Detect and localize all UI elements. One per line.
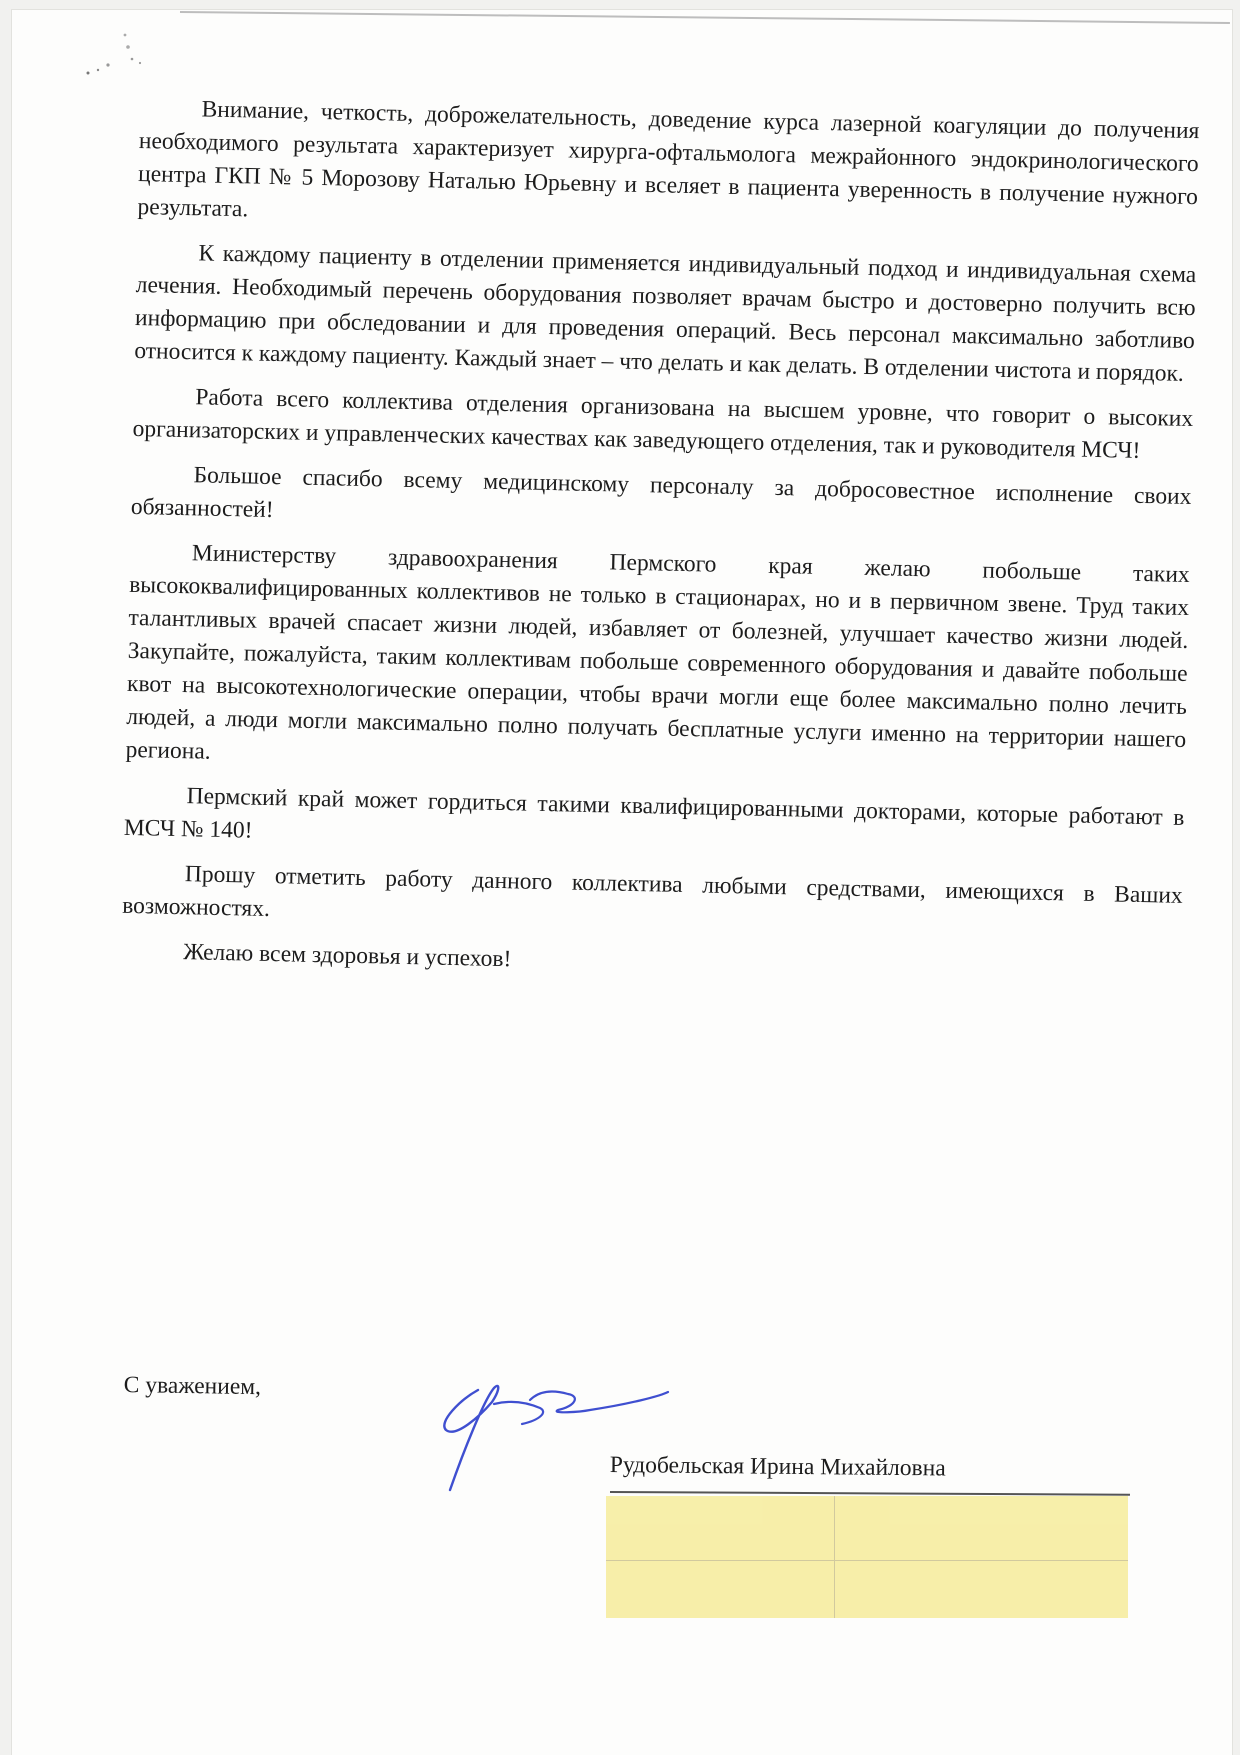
paragraph-4: Большое спасибо всему медицинскому персоналу за добросовестное исполнение своих обязанностей!	[130, 462, 1192, 524]
scan-specks	[80, 25, 180, 95]
paragraph-5: Министерству здравоохранения Пермского края желаю побольше таких высококвалифицированных коллективов не только в стационарах, но и в первичном звене. Труд таких талантливых врачей спасает жизни людей, избавляет от болезней, улучшает качество жизни людей. Закупайте, пожалуйста, таким коллективам побольше современного оборудования и давайте побольше квот на высокотехнологические операции, чтобы врачи могли еще более максимально полно лечить людей, а люди могли максимально полно получать бесплатные услуги именно на территории нашего региона.	[125, 540, 1190, 765]
paragraph-1: Внимание, четкость, доброжелательность, доведение курса лазерной коагуляции до получения необходимого результата характеризует хирурга-офтальмолога межрайонного эндокринологического центра ГКП № 5 Морозову Наталью Юрьевну и вселяет в пациента уверенность в получение нужного результата.	[137, 96, 1200, 223]
signer-name: Рудобельская Ирина Михайловна	[609, 1452, 946, 1482]
redaction-line	[834, 1496, 835, 1618]
letter-body	[121, 92, 1200, 1003]
paragraph-7: Прошу отметить работу данного коллектива любыми средствами, имеющихся в Ваших возможностях.	[121, 861, 1183, 923]
paragraph-8: Желаю всем здоровья и успехов!	[182, 939, 512, 973]
paragraph-2: К каждому пациенту в отделении применяется индивидуальный подход и индивидуальная схема лечения. Необходимый перечень оборудования позволяет врачам быстро и достоверно получить всю информацию при обследовании и для проведения операций. Весь персонал максимально заботливо относится к каждому пациенту. Каждый знает – что делать и как делать. В отделении чистота и порядок.	[134, 240, 1197, 387]
closing-regards: С уважением,	[123, 1372, 262, 1401]
redaction-box	[606, 1496, 1128, 1618]
handwritten-signature	[430, 1360, 670, 1510]
redaction-line	[606, 1560, 1128, 1561]
paragraph-3: Работа всего коллектива отделения организована на высшем уровне, что говорит о высоких организаторских и управленческих качествах как заведующего отделения, так и руководителя МСЧ!	[132, 384, 1194, 464]
paragraph-6: Пермский край может гордиться такими квалифицированными докторами, которые работают в МСЧ № 140!	[123, 783, 1185, 844]
